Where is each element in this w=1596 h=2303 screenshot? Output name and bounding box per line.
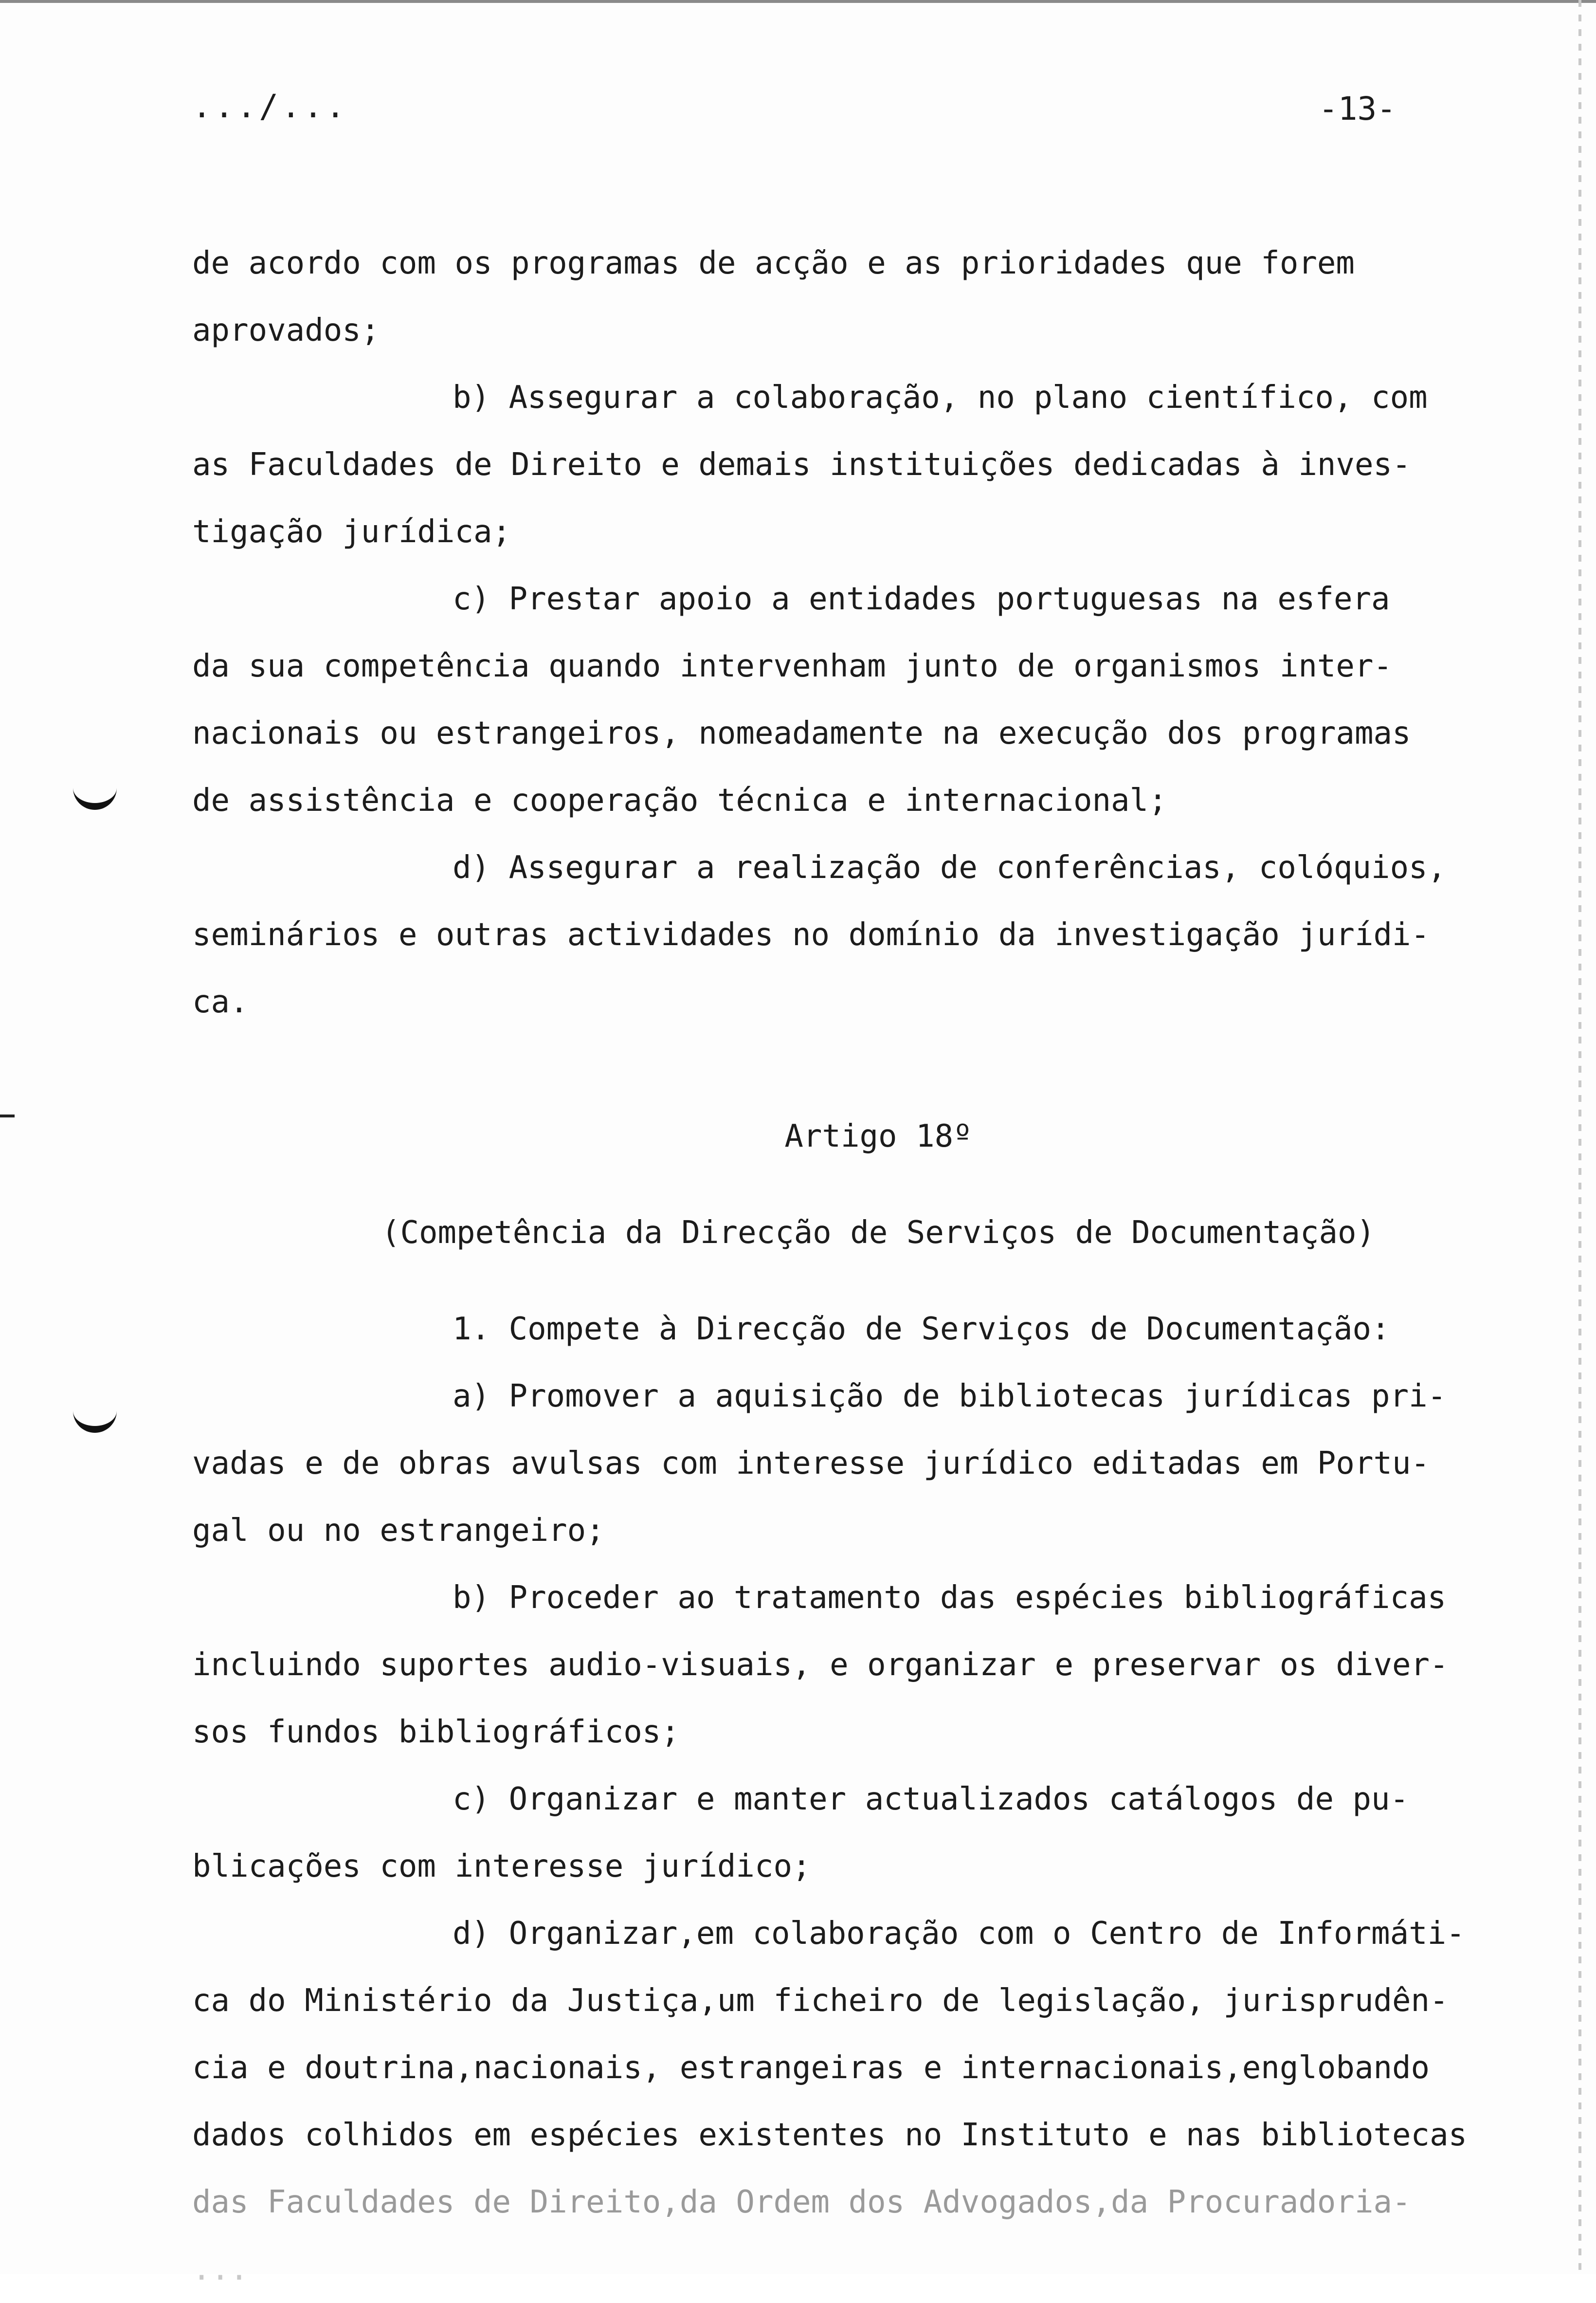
text-line: blicações com interesse jurídico;	[192, 1848, 811, 1884]
text-line: b) Proceder ao tratamento das espécies bibliográficas	[453, 1580, 1447, 1616]
article-item-c	[192, 1766, 1535, 1900]
text-line: dados colhidos em espécies existentes no Instituto e nas bibliotecas	[192, 2117, 1468, 2153]
paragraph-b	[192, 364, 1535, 566]
article-item-a	[192, 1363, 1535, 1564]
text-line: aprovados;	[192, 312, 380, 348]
page-number: -13-	[1319, 90, 1396, 128]
text-line: c) Prestar apoio a entidades portuguesas na esfera	[453, 581, 1390, 617]
text-line: ca do Ministério da Justiça,um ficheiro de legislação, jurisprudên-	[192, 1983, 1449, 2019]
text-line: de assistência e cooperação técnica e internacional;	[192, 783, 1167, 819]
article-subtitle: (Competência da Direcção de Serviços de Documentação)	[381, 1215, 1376, 1251]
text-line: de acordo com os programas de acção e as prioridades que forem	[192, 245, 1355, 281]
text-line: as Faculdades de Direito e demais instituições dedicadas à inves-	[192, 447, 1411, 483]
document-body	[192, 230, 1535, 2303]
text-line: c) Organizar e manter actualizados catálogos de pu-	[453, 1781, 1409, 1817]
text-line: da sua competência quando intervenham junto de organismos inter-	[192, 648, 1392, 684]
paragraph-continuation	[192, 230, 1535, 364]
text-line: seminários e outras actividades no domínio da investigação jurídi-	[192, 917, 1430, 953]
text-line: sos fundos bibliográficos;	[192, 1714, 680, 1750]
top-edge-line	[0, 0, 1596, 3]
text-line: b) Assegurar a colaboração, no plano científico, com	[453, 380, 1428, 416]
text-line: ca.	[192, 984, 249, 1020]
text-line: d) Assegurar a realização de conferências, colóquios,	[453, 850, 1447, 886]
text-line: vadas e de obras avulsas com interesse jurídico editadas em Portu-	[192, 1445, 1430, 1481]
continuation-marker: .../...	[192, 88, 348, 125]
text-line-faded: das Faculdades de Direito,da Ordem dos Advogados,da Procuradoria-	[192, 2184, 1411, 2220]
article-item-1	[192, 1296, 1535, 1363]
text-line: nacionais ou estrangeiros, nomeadamente na execução dos programas	[192, 715, 1411, 751]
article-item-d	[192, 1900, 1535, 2303]
article-title: Artigo 18º	[784, 1118, 972, 1154]
text-line: 1. Compete à Direcção de Serviços de Documentação:	[453, 1311, 1390, 1347]
text-line: gal ou no estrangeiro;	[192, 1513, 605, 1549]
text-line: a) Promover a aquisição de bibliotecas jurídicas pri-	[453, 1378, 1447, 1414]
text-line: tigação jurídica;	[192, 514, 511, 550]
right-edge-scan-artifact	[1578, 0, 1581, 2274]
margin-mark	[73, 784, 117, 810]
text-line-faded: ...	[192, 2251, 249, 2287]
article-item-b	[192, 1564, 1535, 1766]
margin-mark	[73, 1407, 117, 1433]
paragraph-c	[192, 566, 1535, 834]
text-line: incluindo suportes audio-visuais, e organizar e preservar os diver-	[192, 1647, 1449, 1683]
left-margin-tick	[0, 1115, 15, 1117]
text-line: cia e doutrina,nacionais, estrangeiras e internacionais,englobando	[192, 2050, 1430, 2086]
paragraph-d	[192, 834, 1535, 1036]
text-line: d) Organizar,em colaboração com o Centro de Informáti-	[453, 1916, 1465, 1952]
